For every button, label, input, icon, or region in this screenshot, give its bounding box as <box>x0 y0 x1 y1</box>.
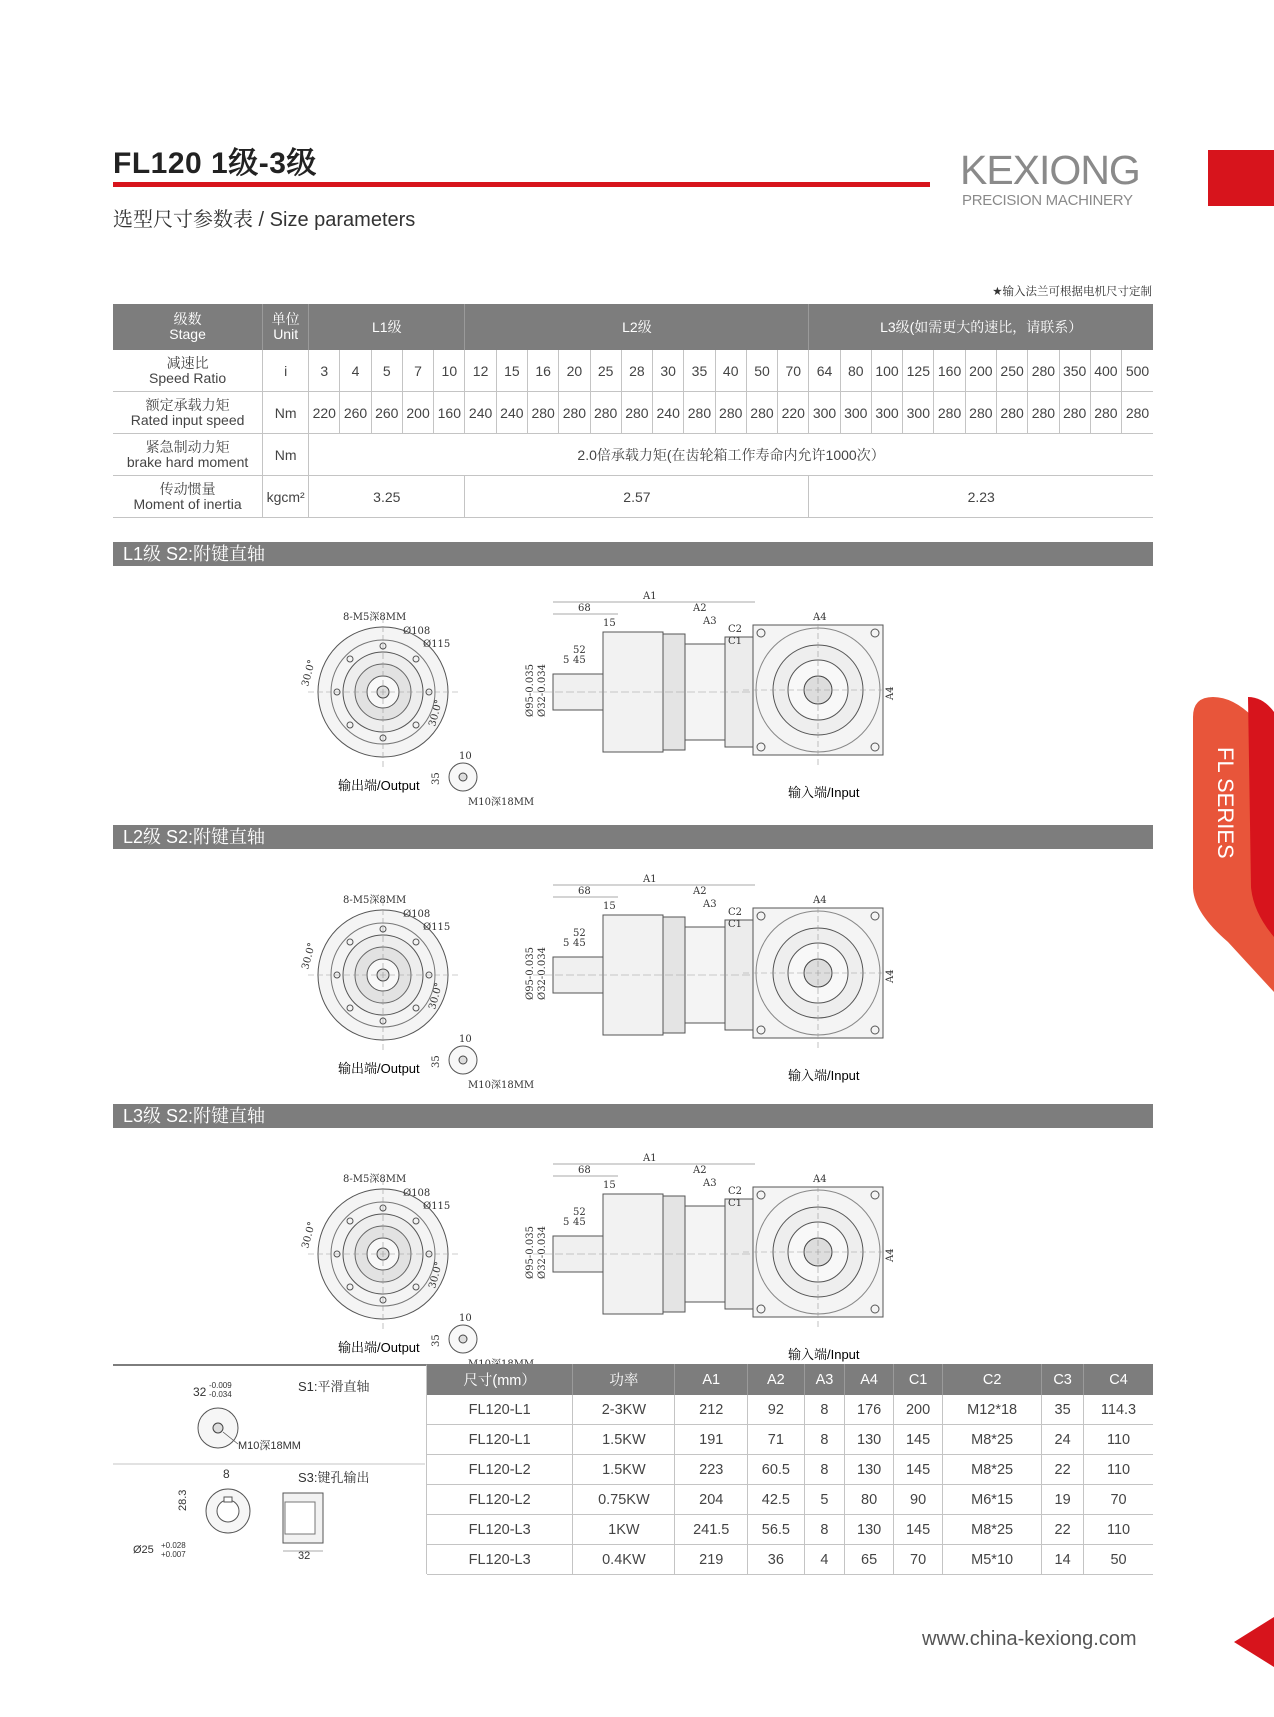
table-row <box>427 1425 1153 1455</box>
dim-45: 45 <box>573 655 586 666</box>
l1-header: L1级 <box>309 304 465 350</box>
ratio-row <box>113 350 1153 392</box>
unit-header <box>263 304 309 350</box>
l3-header: L3级(如需更大的速比，请联系） <box>809 304 1153 350</box>
row-label: 额定承载力矩 Rated input speed <box>113 392 263 434</box>
table-cell: 42.5 <box>747 1485 804 1515</box>
ratio-cell: 3 <box>309 350 340 392</box>
torque-cell: 300 <box>809 392 840 434</box>
spec-table <box>113 304 1153 518</box>
dim-52: 52 <box>573 645 586 656</box>
ratio-cell: 70 <box>778 350 809 392</box>
table-row <box>427 1515 1153 1545</box>
table-cell: 70 <box>1084 1485 1153 1515</box>
row-unit: i <box>263 350 309 392</box>
dim-header-cell: C4 <box>1084 1364 1153 1395</box>
table-cell: 110 <box>1084 1425 1153 1455</box>
table-cell: FL120-L3 <box>427 1515 573 1545</box>
row-unit: Nm <box>263 392 309 434</box>
dim-d32: Ø32-0.034 <box>537 1226 548 1279</box>
dim-header-cell: C3 <box>1042 1364 1084 1395</box>
torque-cell: 200 <box>402 392 433 434</box>
dim-output: 输出端/Output <box>338 778 420 793</box>
dim-k10: 10 <box>459 1313 472 1324</box>
page-title: FL120 1级-3级 <box>113 147 317 180</box>
torque-cell: 300 <box>903 392 934 434</box>
dim-header-cell: C1 <box>894 1364 943 1395</box>
dim-k10: 10 <box>459 751 472 762</box>
dim-a2: A2 <box>693 886 707 897</box>
dim-angle1: 30.0° <box>300 1220 318 1250</box>
dim-holes: 8-M5深8MM <box>343 895 407 906</box>
table-cell: 176 <box>845 1395 894 1425</box>
custom-flange-note: ★输入法兰可根据电机尺寸定制 <box>992 286 1152 298</box>
ratio-cell: 20 <box>559 350 590 392</box>
table-cell: 145 <box>894 1425 943 1455</box>
dim-a1: A1 <box>643 1153 657 1164</box>
brand-tagline: PRECISION MACHINERY <box>962 192 1133 209</box>
torque-cell: 280 <box>590 392 621 434</box>
table-cell: 5 <box>804 1485 844 1515</box>
s3-label: S3:键孔输出 <box>298 1470 370 1485</box>
table-cell: 90 <box>894 1485 943 1515</box>
table-cell: M8*25 <box>943 1425 1042 1455</box>
stage-en: Stage <box>169 326 206 342</box>
torque-cell: 280 <box>559 392 590 434</box>
brand-logo: KEXIONG <box>960 147 1140 193</box>
table-cell: 56.5 <box>747 1515 804 1545</box>
table-cell: 8 <box>804 1425 844 1455</box>
row-label: 传动惯量 Moment of inertia <box>113 476 263 518</box>
dim-a4t: A4 <box>813 612 827 623</box>
ratio-cell: 125 <box>903 350 934 392</box>
table-cell: 22 <box>1042 1515 1084 1545</box>
section-title-1: L1级 S2:附键直轴 <box>113 542 1153 566</box>
ratio-cell: 15 <box>496 350 527 392</box>
ratio-cell: 50 <box>746 350 777 392</box>
table-cell: 1.5KW <box>573 1425 675 1455</box>
side-tab-text: FL SERIES <box>1213 747 1238 859</box>
torque-cell: 260 <box>340 392 371 434</box>
torque-cell: 280 <box>715 392 746 434</box>
dim-c2: C2 <box>728 1186 743 1197</box>
inertia-row <box>113 476 1153 518</box>
torque-cell: 280 <box>1090 392 1121 434</box>
dim-header-cell: C2 <box>943 1364 1042 1395</box>
dim-d108: Ø108 <box>403 1188 431 1199</box>
ratio-cell: 10 <box>434 350 465 392</box>
shaft-options-panel <box>113 1364 427 1574</box>
table-cell: 130 <box>845 1425 894 1455</box>
dim-thread: M10深18MM <box>468 797 535 808</box>
dim-c1: C1 <box>728 636 743 647</box>
dim-header-cell: A2 <box>747 1364 804 1395</box>
table-cell: FL120-L2 <box>427 1455 573 1485</box>
torque-cell: 280 <box>621 392 652 434</box>
dim-a2: A2 <box>693 603 707 614</box>
dim-a3: A3 <box>703 899 717 910</box>
table-cell: 204 <box>675 1485 747 1515</box>
dim-header-cell: A3 <box>804 1364 844 1395</box>
dim-d95: Ø95-0.035 <box>525 1226 536 1279</box>
ratio-cell: 4 <box>340 350 371 392</box>
l2-header: L2级 <box>465 304 809 350</box>
table-cell: 8 <box>804 1455 844 1485</box>
s3-tol-bottom: +0.007 <box>161 1550 186 1559</box>
s1-tol-top: -0.009 <box>209 1381 232 1390</box>
page-subtitle: 选型尺寸参数表 / Size parameters <box>113 209 416 231</box>
torque-cell: 300 <box>871 392 902 434</box>
dim-k10: 10 <box>459 1034 472 1045</box>
torque-cell: 160 <box>434 392 465 434</box>
s1-smooth-shaft <box>193 1379 370 1452</box>
table-cell: 35 <box>1042 1395 1084 1425</box>
table-cell: M6*15 <box>943 1485 1042 1515</box>
dim-angle2: 30.0° <box>427 981 445 1011</box>
table-cell: 191 <box>675 1425 747 1455</box>
brake-row <box>113 434 1153 476</box>
table-cell: 70 <box>894 1545 943 1575</box>
unit-cn: 单位 <box>271 311 300 327</box>
dim-angle1: 30.0° <box>300 658 318 688</box>
dim-holes: 8-M5深8MM <box>343 612 407 623</box>
section-title-3: L3级 S2:附键直轴 <box>113 1104 1153 1128</box>
dim-header-cell: 尺寸(mm） <box>427 1364 573 1395</box>
ratio-cell: 160 <box>934 350 965 392</box>
dim-d95: Ø95-0.035 <box>525 947 536 1000</box>
dim-k35: 35 <box>431 1334 442 1347</box>
dim-45: 45 <box>573 1217 586 1228</box>
table-cell: M5*10 <box>943 1545 1042 1575</box>
table-cell: 4 <box>804 1545 844 1575</box>
table-cell: M8*25 <box>943 1455 1042 1485</box>
dim-d108: Ø108 <box>403 909 431 920</box>
s3-keyed-bore <box>133 1467 370 1562</box>
torque-cell: 280 <box>527 392 558 434</box>
dim-68: 68 <box>578 1165 591 1176</box>
key-detail <box>431 1034 534 1091</box>
ratio-cell: 12 <box>465 350 496 392</box>
dim-c1: C1 <box>728 1198 743 1209</box>
torque-cell: 220 <box>778 392 809 434</box>
stage-header <box>113 304 263 350</box>
table-cell: 241.5 <box>675 1515 747 1545</box>
table-cell: 0.4KW <box>573 1545 675 1575</box>
unit-en: Unit <box>273 326 299 342</box>
dim-a3: A3 <box>703 1178 717 1189</box>
table-row <box>427 1395 1153 1425</box>
torque-cell: 280 <box>1059 392 1090 434</box>
dim-d32: Ø32-0.034 <box>537 664 548 717</box>
technical-drawing <box>113 855 1153 1095</box>
s3-depth: 28.3 <box>177 1489 189 1511</box>
brand-accent-block <box>1208 150 1274 206</box>
output-flange-view <box>300 611 458 767</box>
torque-cell: 300 <box>840 392 871 434</box>
table-row <box>427 1485 1153 1515</box>
table-cell: FL120-L1 <box>427 1395 573 1425</box>
dim-angle2: 30.0° <box>427 698 445 728</box>
dim-a4t: A4 <box>813 1174 827 1185</box>
dim-input: 输入端/Input <box>788 1347 860 1362</box>
table-cell: 92 <box>747 1395 804 1425</box>
dim-output: 输出端/Output <box>338 1061 420 1076</box>
input-flange-view <box>728 1174 896 1327</box>
row-label: 紧急制动力矩 brake hard moment <box>113 434 263 476</box>
technical-drawing <box>113 572 1153 812</box>
table-cell: 223 <box>675 1455 747 1485</box>
section-title-2: L2级 S2:附键直轴 <box>113 825 1153 849</box>
table-cell: 24 <box>1042 1425 1084 1455</box>
brake-value: 2.0倍承载力矩(在齿轮箱工作寿命内允许1000次） <box>309 434 1153 476</box>
inertia-l1: 3.25 <box>309 476 465 518</box>
torque-cell: 220 <box>309 392 340 434</box>
dim-header-cell: A1 <box>675 1364 747 1395</box>
ratio-cell: 28 <box>621 350 652 392</box>
dim-header-cell: 功率 <box>573 1364 675 1395</box>
dimension-table <box>427 1364 1153 1575</box>
ratio-cell: 80 <box>840 350 871 392</box>
dim-k35: 35 <box>431 772 442 785</box>
s1-thread: M10深18MM <box>238 1440 301 1452</box>
dim-a3: A3 <box>703 616 717 627</box>
torque-cell: 240 <box>653 392 684 434</box>
dim-angle1: 30.0° <box>300 941 318 971</box>
dim-68: 68 <box>578 603 591 614</box>
dim-c1: C1 <box>728 919 743 930</box>
s3-diameter: Ø25 <box>133 1544 154 1556</box>
page-arrow-icon[interactable] <box>1234 1617 1274 1667</box>
dim-input: 输入端/Input <box>788 1068 860 1083</box>
ratio-cell: 5 <box>371 350 402 392</box>
table-row <box>427 1545 1153 1575</box>
dim-c2: C2 <box>728 907 743 918</box>
ratio-cell: 280 <box>1028 350 1059 392</box>
dim-a4r: A4 <box>885 969 896 983</box>
s1-tol-bottom: -0.034 <box>209 1390 232 1399</box>
s1-diameter: 32 <box>193 1385 207 1399</box>
row-label: 减速比 Speed Ratio <box>113 350 263 392</box>
output-flange-view <box>300 894 458 1050</box>
table-cell: 60.5 <box>747 1455 804 1485</box>
row-unit: Nm <box>263 434 309 476</box>
ratio-cell: 64 <box>809 350 840 392</box>
dim-d115: Ø115 <box>423 1201 451 1212</box>
dim-52: 52 <box>573 928 586 939</box>
table-cell: 1.5KW <box>573 1455 675 1485</box>
ratio-cell: 7 <box>402 350 433 392</box>
s3-tol-top: +0.028 <box>161 1541 186 1550</box>
table-cell: 8 <box>804 1515 844 1545</box>
table-cell: 200 <box>894 1395 943 1425</box>
ratio-cell: 500 <box>1122 350 1153 392</box>
input-flange-view <box>728 895 896 1048</box>
ratio-cell: 25 <box>590 350 621 392</box>
table-cell: 1KW <box>573 1515 675 1545</box>
dim-header-cell: A4 <box>845 1364 894 1395</box>
dim-15: 15 <box>603 1180 616 1191</box>
torque-cell: 280 <box>996 392 1027 434</box>
table-cell: 110 <box>1084 1455 1153 1485</box>
table-cell: 110 <box>1084 1515 1153 1545</box>
table-cell: 0.75KW <box>573 1485 675 1515</box>
ratio-cell: 350 <box>1059 350 1090 392</box>
torque-cell: 280 <box>934 392 965 434</box>
inertia-l2: 2.57 <box>465 476 809 518</box>
dim-d115: Ø115 <box>423 639 451 650</box>
dim-a4t: A4 <box>813 895 827 906</box>
table-row <box>427 1455 1153 1485</box>
title-rule <box>113 182 930 187</box>
key-detail <box>431 751 534 808</box>
table-cell: 80 <box>845 1485 894 1515</box>
dim-5: 5 <box>563 938 570 949</box>
fl-series-side-tab <box>1193 697 1274 992</box>
torque-row <box>113 392 1153 434</box>
torque-cell: 280 <box>1028 392 1059 434</box>
dim-5: 5 <box>563 655 570 666</box>
dim-a4r: A4 <box>885 1248 896 1262</box>
dim-5: 5 <box>563 1217 570 1228</box>
table-cell: 130 <box>845 1515 894 1545</box>
technical-drawing <box>113 1134 1153 1374</box>
ratio-cell: 30 <box>653 350 684 392</box>
table-cell: 71 <box>747 1425 804 1455</box>
ratio-cell: 400 <box>1090 350 1121 392</box>
ratio-cell: 16 <box>527 350 558 392</box>
dim-input: 输入端/Input <box>788 785 860 800</box>
table-cell: 50 <box>1084 1545 1153 1575</box>
dim-holes: 8-M5深8MM <box>343 1174 407 1185</box>
table-cell: 145 <box>894 1455 943 1485</box>
table-cell: 22 <box>1042 1455 1084 1485</box>
input-flange-view <box>728 612 896 765</box>
table-cell: FL120-L1 <box>427 1425 573 1455</box>
table-cell: 65 <box>845 1545 894 1575</box>
dim-k35: 35 <box>431 1055 442 1068</box>
shaft-drawings <box>113 1366 425 1572</box>
table-cell: 114.3 <box>1084 1395 1153 1425</box>
dim-thread: M10深18MM <box>468 1080 535 1091</box>
dim-d108: Ø108 <box>403 626 431 637</box>
table-cell: 219 <box>675 1545 747 1575</box>
table-cell: 212 <box>675 1395 747 1425</box>
output-flange-view <box>300 1173 458 1329</box>
dim-a1: A1 <box>643 591 657 602</box>
table-cell: 145 <box>894 1515 943 1545</box>
dim-15: 15 <box>603 618 616 629</box>
ratio-cell: 100 <box>871 350 902 392</box>
dim-d32: Ø32-0.034 <box>537 947 548 1000</box>
dim-d115: Ø115 <box>423 922 451 933</box>
dim-a1: A1 <box>643 874 657 885</box>
table-cell: FL120-L2 <box>427 1485 573 1515</box>
website-url[interactable]: www.china-kexiong.com <box>922 1628 1137 1650</box>
s3-key-width: 8 <box>223 1467 230 1481</box>
ratio-cell: 250 <box>996 350 1027 392</box>
row-unit: kgcm² <box>263 476 309 518</box>
dim-15: 15 <box>603 901 616 912</box>
table-cell: 8 <box>804 1395 844 1425</box>
s3-length: 32 <box>298 1550 311 1562</box>
dim-52: 52 <box>573 1207 586 1218</box>
torque-cell: 260 <box>371 392 402 434</box>
dim-a2: A2 <box>693 1165 707 1176</box>
dim-d95: Ø95-0.035 <box>525 664 536 717</box>
table-cell: 130 <box>845 1455 894 1485</box>
table-cell: 14 <box>1042 1545 1084 1575</box>
table-cell: M8*25 <box>943 1515 1042 1545</box>
s1-label: S1:平滑直轴 <box>298 1379 370 1394</box>
torque-cell: 280 <box>1122 392 1153 434</box>
torque-cell: 240 <box>465 392 496 434</box>
table-cell: M12*18 <box>943 1395 1042 1425</box>
inertia-l3: 2.23 <box>809 476 1153 518</box>
table-cell: 19 <box>1042 1485 1084 1515</box>
table-cell: 36 <box>747 1545 804 1575</box>
dim-c2: C2 <box>728 624 743 635</box>
ratio-cell: 200 <box>965 350 996 392</box>
ratio-cell: 40 <box>715 350 746 392</box>
dim-a4r: A4 <box>885 686 896 700</box>
dim-45: 45 <box>573 938 586 949</box>
table-cell: FL120-L3 <box>427 1545 573 1575</box>
torque-cell: 280 <box>746 392 777 434</box>
torque-cell: 240 <box>496 392 527 434</box>
torque-cell: 280 <box>684 392 715 434</box>
torque-cell: 280 <box>965 392 996 434</box>
ratio-cell: 35 <box>684 350 715 392</box>
table-cell: 2-3KW <box>573 1395 675 1425</box>
stage-cn: 级数 <box>173 311 202 327</box>
dim-68: 68 <box>578 886 591 897</box>
dim-output: 输出端/Output <box>338 1340 420 1355</box>
dim-angle2: 30.0° <box>427 1260 445 1290</box>
key-detail <box>431 1313 534 1370</box>
